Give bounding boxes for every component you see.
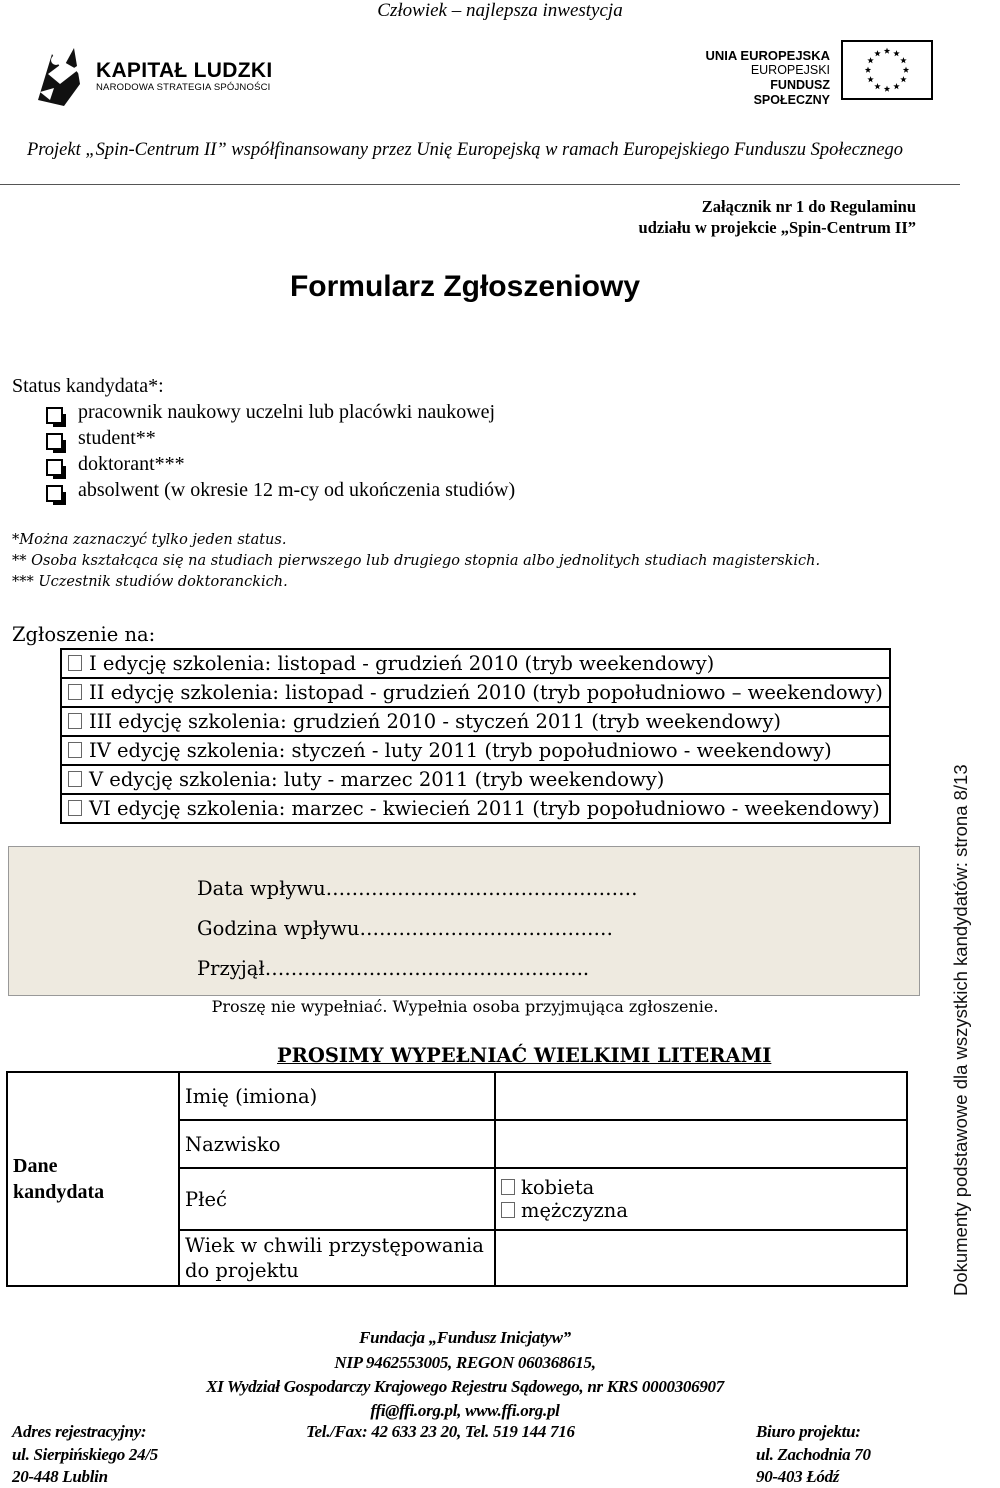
edition-label: IV edycję szkolenia: styczeń - luty 2011 (tryb popołudniowo - weekendowy)	[89, 739, 832, 762]
edition-label: VI edycję szkolenia: marzec - kwiecień 2011 (tryb popołudniowo - weekendowy)	[89, 797, 880, 820]
footer-court: XI Wydział Gospodarczy Krajowego Rejestru Sądowego, nr KRS 0000306907	[206, 1377, 724, 1396]
status-option-label: absolwent (w okresie 12 m-cy od ukończenia studiów)	[78, 479, 516, 501]
receipt-date-field[interactable]: Data wpływu…………………………………………	[197, 877, 638, 900]
first-name-label: Imię (imiona)	[179, 1072, 495, 1120]
checkbox-icon[interactable]	[501, 1202, 515, 1218]
edition-row[interactable]	[61, 765, 890, 794]
edition-row[interactable]	[61, 649, 890, 678]
status-option-label: pracownik naukowy uczelni lub placówki naukowej	[78, 401, 496, 423]
checkbox-icon[interactable]	[68, 742, 82, 758]
status-label: Status kandydata*:	[12, 375, 164, 397]
motto: Człowiek – najlepsza inwestycja	[377, 0, 623, 21]
last-name-label: Nazwisko	[179, 1120, 495, 1168]
sex-option-female[interactable]	[501, 1176, 901, 1199]
age-label: Wiek w chwili przystępowania do projektu	[179, 1230, 495, 1286]
receipt-time-field[interactable]: Godzina wpływu…………………………………	[197, 917, 613, 940]
edition-label: V edycję szkolenia: luty - marzec 2011 (tryb weekendowy)	[89, 768, 665, 791]
checkbox-icon[interactable]	[46, 485, 63, 502]
header-divider	[0, 184, 960, 185]
checkbox-icon[interactable]	[501, 1179, 515, 1195]
candidate-section-cell	[7, 1072, 179, 1286]
received-by-field[interactable]: Przyjął…………………………………………..	[197, 957, 590, 980]
footer-web: ffi@ffi.org.pl, www.ffi.org.pl	[370, 1401, 560, 1420]
edition-row[interactable]	[61, 736, 890, 765]
edition-row[interactable]	[61, 707, 890, 736]
candidate-section-line-2: kandydata	[13, 1181, 105, 1203]
sex-option-male[interactable]	[501, 1199, 901, 1222]
eu-line-1: UNIA EUROPEJSKA	[705, 48, 830, 63]
sex-options	[495, 1168, 907, 1230]
application-label: Zgłoszenie na:	[12, 623, 156, 646]
checkbox-icon[interactable]	[68, 771, 82, 787]
annex-heading	[639, 196, 916, 238]
candidate-section-line-1: Dane	[13, 1155, 58, 1177]
candidate-section-label	[13, 1153, 173, 1205]
eu-line-2: EUROPEJSKI	[750, 63, 830, 77]
checkbox-icon[interactable]	[68, 800, 82, 816]
edition-row[interactable]	[61, 678, 890, 707]
edition-label: I edycję szkolenia: listopad - grudzień 2010 (tryb weekendowy)	[89, 652, 715, 675]
footer-reg-label: Adres rejestracyjny:	[12, 1422, 147, 1441]
sex-label: Płeć	[179, 1168, 495, 1230]
office-use-box	[8, 846, 920, 996]
checkbox-icon[interactable]	[68, 713, 82, 729]
footer-org: Fundacja „Fundusz Inicjatyw”	[359, 1328, 571, 1347]
eu-logo-text	[700, 48, 830, 108]
checkbox-icon[interactable]	[68, 684, 82, 700]
edition-label: II edycję szkolenia: listopad - grudzień 2010 (tryb popołudniowo – weekendowy)	[89, 681, 883, 704]
note-student: ** Osoba kształcąca się na studiach pierwszego lub drugiego stopnia albo jednolitych studiach magisterskich.	[12, 553, 821, 569]
form-title: Formularz Zgłoszeniowy	[289, 270, 641, 303]
office-use-note: Proszę nie wypełniać. Wypełnia osoba przyjmująca zgłoszenie.	[211, 997, 719, 1016]
checkbox-icon[interactable]	[46, 459, 63, 476]
footer-office-street: ul. Zachodnia 70	[756, 1445, 871, 1464]
sex-male-label: mężczyzna	[521, 1199, 628, 1222]
footer-ids: NIP 9462553005, REGON 060368615,	[334, 1353, 596, 1372]
side-page-info: Dokumenty podstawowe dla wszystkich kandydatów: strona 8/13	[950, 764, 971, 1296]
checkbox-icon[interactable]	[68, 655, 82, 671]
checkbox-icon[interactable]	[46, 433, 63, 450]
note-phd: *** Uczestnik studiów doktoranckich.	[12, 574, 288, 590]
age-input[interactable]	[495, 1230, 907, 1286]
footer-reg-city: 20-448 Lublin	[12, 1467, 108, 1486]
eu-line-3: FUNDUSZ SPOŁECZNY	[753, 78, 830, 107]
annex-line-2: udziału w projekcie „Spin-Centrum II”	[638, 218, 916, 237]
edition-row[interactable]	[61, 794, 890, 823]
kapital-ludzki-title: KAPITAŁ LUDZKI	[96, 59, 273, 82]
note-one-status: *Można zaznaczyć tylko jeden status.	[12, 532, 287, 548]
eu-flag-icon	[841, 40, 933, 100]
footer-office-label: Biuro projektu:	[756, 1422, 861, 1441]
status-option-label: doktorant***	[78, 453, 185, 475]
footer-phone: Tel./Fax: 42 633 23 20, Tel. 519 144 716	[306, 1422, 575, 1441]
last-name-input[interactable]	[495, 1120, 907, 1168]
annex-line-1: Załącznik nr 1 do Regulaminu	[701, 197, 916, 216]
edition-label: III edycję szkolenia: grudzień 2010 - styczeń 2011 (tryb weekendowy)	[89, 710, 781, 733]
footer-office-city: 90-403 Łódź	[756, 1467, 840, 1486]
checkbox-icon[interactable]	[46, 407, 63, 424]
kapital-ludzki-subtitle: NARODOWA STRATEGIA SPÓJNOŚCI	[96, 82, 271, 93]
edition-table	[60, 648, 891, 824]
sex-female-label: kobieta	[521, 1176, 595, 1199]
project-line: Projekt „Spin-Centrum II” współfinansowany przez Unię Europejską w ramach Europejskiego Funduszu Społecznego	[26, 140, 904, 160]
candidate-data-table	[6, 1071, 908, 1287]
footer-reg-street: ul. Sierpińskiego 24/5	[12, 1445, 158, 1464]
status-option-label: student**	[78, 427, 156, 449]
capital-letters-note: PROSIMY WYPEŁNIAĆ WIELKIMI LITERAMI	[277, 1044, 772, 1067]
first-name-input[interactable]	[495, 1072, 907, 1120]
